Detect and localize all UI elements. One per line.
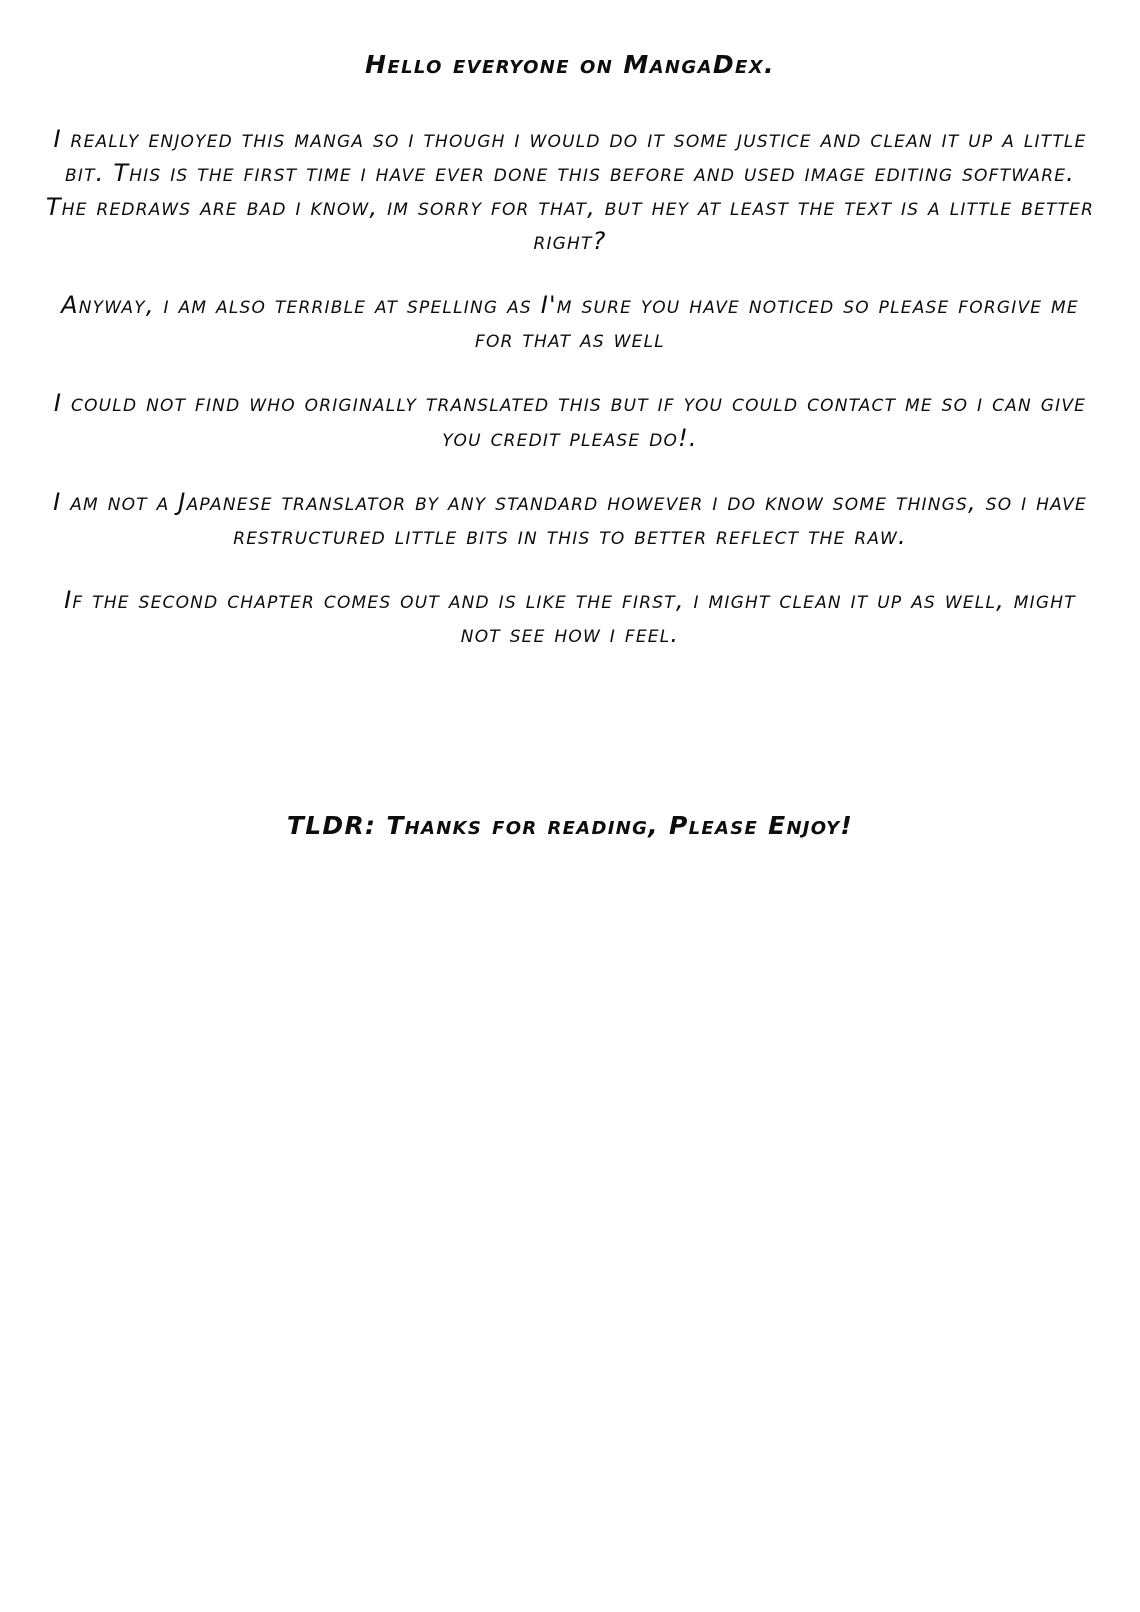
note-paragraph-3: I could not find who originally translated this but if you could contact me so i can give you credit please do!. — [53, 389, 1087, 452]
note-paragraph-5: If the second chapter comes out and is like the first, i might clean it up as well, might not see how i feel. — [64, 585, 1076, 648]
note-paragraph-2: Anyway, i am also terrible at spelling as I'm sure you have noticed so please forgive me for that as well — [61, 291, 1079, 354]
note-text-block — [40, 0, 1100, 842]
note-paragraph-4: I am not a Japanese translator by any standard however i do know some things, so i have restructured little bits in this to better reflect the raw. — [53, 487, 1087, 550]
bottom-spacer — [40, 841, 1100, 842]
tldr-line: TLDR: Thanks for reading, Please Enjoy! — [286, 810, 854, 840]
note-paragraph-1: I really enjoyed this manga so i though i would do it some justice and clean it up a little bit. This is the first time i have ever done this before and used image editing software. The redraws are bad i know, im sorry for that, but hey at least the text is a little better right? — [45, 125, 1095, 256]
page-title: Hello everyone on MangaDex. — [365, 50, 775, 79]
